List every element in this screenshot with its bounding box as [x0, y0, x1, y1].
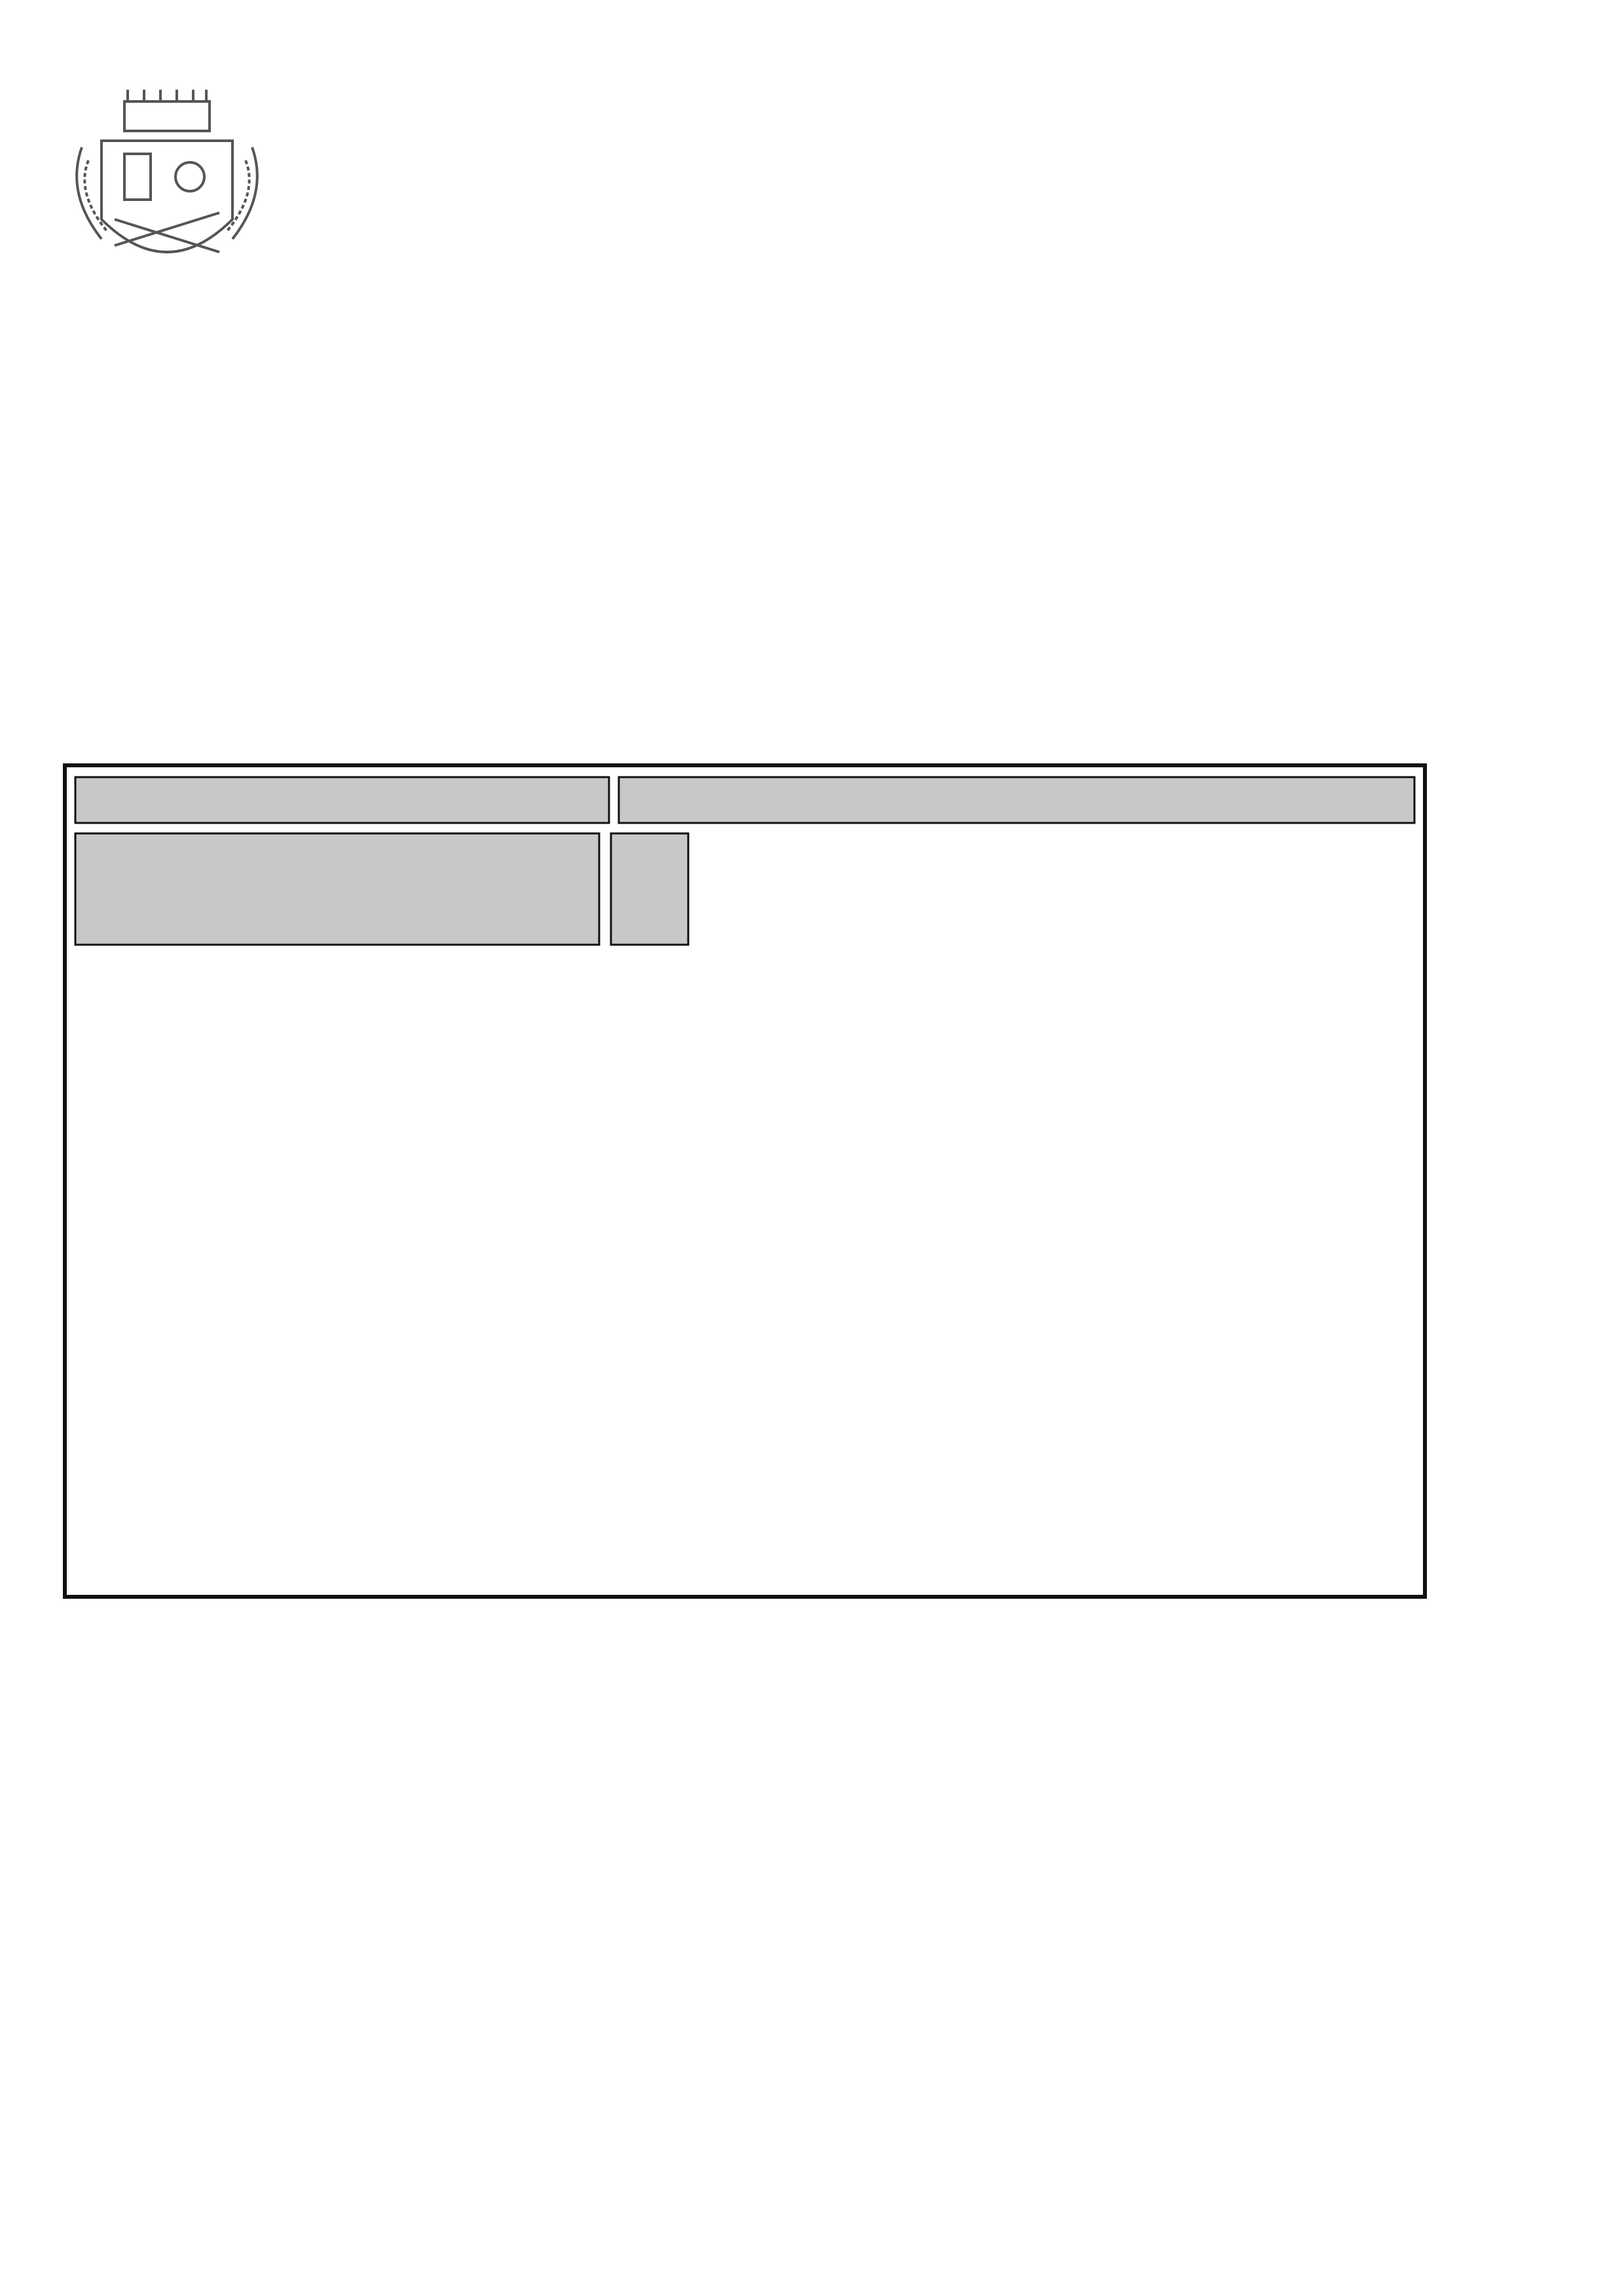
municipal-seal	[62, 88, 272, 291]
schedule-table	[62, 763, 1428, 1599]
table-grid	[62, 763, 1428, 1599]
